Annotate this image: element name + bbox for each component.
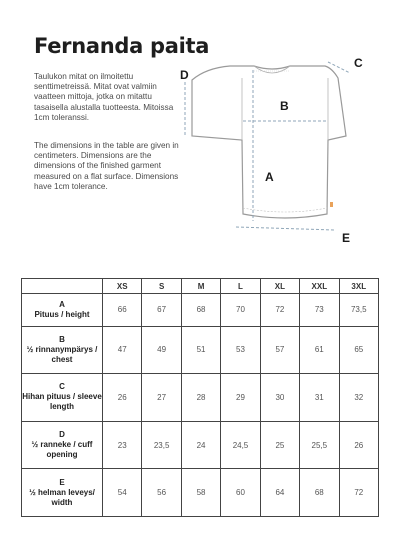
size-header: M <box>181 279 220 294</box>
row-header <box>22 326 103 374</box>
table-row <box>22 421 379 469</box>
size-header: XXL <box>300 279 339 294</box>
table-cell: 66 <box>103 294 142 326</box>
table-cell: 49 <box>142 326 181 374</box>
size-table <box>21 278 379 517</box>
table-cell: 29 <box>221 374 260 422</box>
table-row <box>22 374 379 422</box>
table-cell: 51 <box>181 326 220 374</box>
table-cell: 64 <box>260 469 299 517</box>
table-cell: 70 <box>221 294 260 326</box>
size-header: XL <box>260 279 299 294</box>
table-cell: 68 <box>181 294 220 326</box>
row-code: E <box>59 477 65 487</box>
table-cell: 53 <box>221 326 260 374</box>
page-title: Fernanda paita <box>34 34 210 58</box>
size-header: S <box>142 279 181 294</box>
label-a: A <box>265 170 274 184</box>
table-cell: 24,5 <box>221 421 260 469</box>
table-cell: 32 <box>339 374 378 422</box>
table-cell: 24 <box>181 421 220 469</box>
table-cell: 30 <box>260 374 299 422</box>
row-header <box>22 294 103 326</box>
table-cell: 72 <box>260 294 299 326</box>
row-label: ½ helman leveys/ width <box>29 487 95 507</box>
table-cell: 25 <box>260 421 299 469</box>
table-cell: 25,5 <box>300 421 339 469</box>
row-label: Hihan pituus / sleeve length <box>22 392 102 412</box>
table-header-row <box>22 279 379 294</box>
table-cell: 47 <box>103 326 142 374</box>
table-cell: 65 <box>339 326 378 374</box>
table-cell: 58 <box>181 469 220 517</box>
row-code: B <box>59 334 65 344</box>
empty-header-cell <box>22 279 103 294</box>
description-english: The dimensions in the table are given in centimeters. Dimensions are the dimensions of the finished garment measured on a flat surface. Dimensions have 1cm tolerance. <box>34 141 179 191</box>
table-cell: 73 <box>300 294 339 326</box>
table-row <box>22 469 379 517</box>
row-label: ½ rinnanympärys / chest <box>26 344 98 364</box>
label-d: D <box>180 68 189 82</box>
row-label: Pituus / height <box>34 309 90 319</box>
row-code: A <box>59 299 65 309</box>
row-code: D <box>59 430 65 440</box>
row-header <box>22 374 103 422</box>
size-header: XS <box>103 279 142 294</box>
table-cell: 23 <box>103 421 142 469</box>
table-cell: 56 <box>142 469 181 517</box>
table-row <box>22 294 379 326</box>
table-cell: 60 <box>221 469 260 517</box>
row-code: C <box>59 382 65 392</box>
label-c: C <box>354 56 363 70</box>
garment-diagram <box>170 56 375 251</box>
table-cell: 27 <box>142 374 181 422</box>
table-cell: 68 <box>300 469 339 517</box>
description-finnish: Taulukon mitat on ilmoitettu senttimetreissä. Mitat ovat valmiin vaatteen mittoja, jotka on mitattu tasaisella alustalla tuotteesta. Mitoissa 1cm toleranssi. <box>34 72 174 122</box>
label-b: B <box>280 99 289 113</box>
table-cell: 31 <box>300 374 339 422</box>
shirt-drawing <box>170 56 375 251</box>
table-row <box>22 326 379 374</box>
table-cell: 73,5 <box>339 294 378 326</box>
row-header <box>22 469 103 517</box>
table-cell: 26 <box>103 374 142 422</box>
table-cell: 54 <box>103 469 142 517</box>
label-e: E <box>342 231 351 245</box>
table-cell: 67 <box>142 294 181 326</box>
row-label: ½ ranneke / cuff opening <box>31 440 93 460</box>
table-cell: 72 <box>339 469 378 517</box>
table-cell: 23,5 <box>142 421 181 469</box>
size-header: 3XL <box>339 279 378 294</box>
table-cell: 28 <box>181 374 220 422</box>
size-header: L <box>221 279 260 294</box>
row-header <box>22 421 103 469</box>
table-cell: 57 <box>260 326 299 374</box>
table-cell: 26 <box>339 421 378 469</box>
table-cell: 61 <box>300 326 339 374</box>
